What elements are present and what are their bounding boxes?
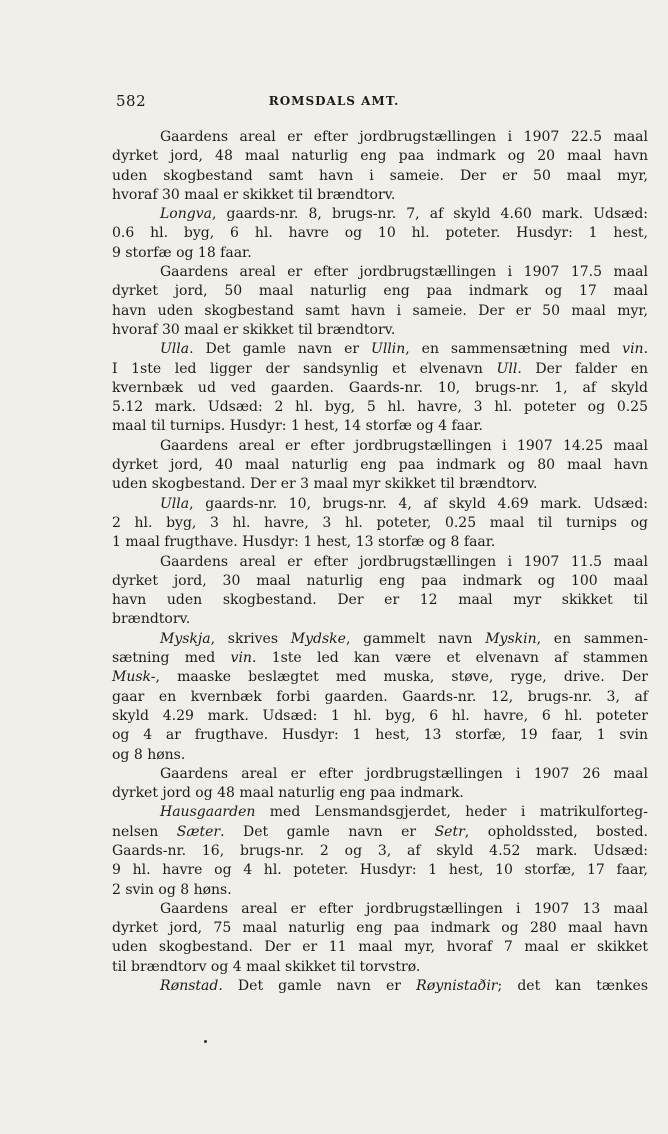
print-speck	[204, 1040, 207, 1043]
text-line	[112, 881, 648, 900]
text-line	[112, 533, 648, 552]
text-line	[112, 803, 648, 822]
italic-term: Røynistaðir	[416, 978, 498, 995]
italic-term: Ulla	[160, 495, 190, 512]
text-run: og 4 ar frugthave. Husdyr: 1 hest, 13 storfæ, 19 faar, 1 svin	[112, 727, 648, 744]
text-run: Gaardens areal er efter jordbrugstællingen i 1907 26 maal	[160, 765, 648, 782]
text-line	[112, 746, 648, 765]
text-run: 2 svin og 8 høns.	[112, 881, 232, 898]
italic-term: Ull	[496, 360, 518, 377]
italic-term: Ulla	[160, 341, 190, 358]
text-line	[112, 244, 648, 263]
text-run: 2 hl. byg, 3 hl. havre, 3 hl. poteter, 0.25 maal til turnips og	[112, 514, 648, 531]
italic-term: Myskja	[160, 630, 211, 647]
text-run: Gaardens areal er efter jordbrugstællingen i 1907 14.25 maal	[160, 437, 648, 454]
text-line	[112, 938, 648, 957]
text-line	[112, 591, 648, 610]
italic-term: Ullin	[371, 341, 406, 358]
body-text	[112, 128, 648, 996]
text-line	[112, 861, 648, 880]
text-run: havn uden skogbestand samt havn i sameie. Der er 50 maal myr,	[112, 302, 648, 319]
italic-term: Hausgaarden	[160, 804, 256, 821]
text-run: .	[643, 341, 649, 358]
page-number: 582	[116, 92, 147, 110]
text-line	[112, 475, 648, 494]
text-line	[112, 688, 648, 707]
text-run: . Det gamle navn er	[189, 341, 372, 358]
italic-term: Setr	[434, 823, 465, 840]
text-run: . 1ste led kan være et elvenavn af stammen	[251, 650, 648, 667]
text-run: . Der falder en	[517, 360, 649, 377]
text-line	[112, 977, 648, 996]
page-header	[0, 92, 668, 112]
text-run: hvoraf 30 maal er skikket til brændtorv.	[112, 186, 396, 203]
text-line	[112, 456, 648, 475]
text-line	[112, 610, 648, 629]
text-line	[112, 726, 648, 745]
text-run: , maaske beslægtet med muska, støve, ryge, drive. Der	[155, 669, 648, 686]
text-run: dyrket jord, 75 maal naturlig eng paa indmark og 280 maal havn	[112, 920, 648, 937]
text-run: 9 storfæ og 18 faar.	[112, 244, 252, 261]
text-run: dyrket jord, 30 maal naturlig eng paa indmark og 100 maal	[112, 572, 648, 589]
text-line	[112, 784, 648, 803]
text-line	[112, 360, 648, 379]
text-run: Gaardens areal er efter jordbrugstællingen i 1907 22.5 maal	[160, 129, 648, 145]
text-line	[112, 398, 648, 417]
text-line	[112, 630, 648, 649]
text-line	[112, 147, 648, 166]
text-line	[112, 437, 648, 456]
text-run: dyrket jord, 48 maal naturlig eng paa indmark og 20 maal havn	[112, 148, 648, 165]
italic-term: Myskin	[485, 630, 537, 647]
text-run: Gaardens areal er efter jordbrugstællingen i 1907 11.5 maal	[160, 553, 648, 570]
text-run: og 8 høns.	[112, 746, 186, 763]
text-line	[112, 919, 648, 938]
text-run: havn uden skogbestand. Der er 12 maal myr skikket til	[112, 592, 648, 609]
text-run: , opholdssted, bosted.	[464, 823, 649, 840]
text-run: gaar en kvernbæk forbi gaarden. Gaards-nr. 12, brugs-nr. 3, af	[112, 688, 648, 705]
text-line	[112, 765, 648, 784]
italic-term: Sæter	[176, 823, 221, 840]
running-title: ROMSDALS AMT.	[268, 94, 400, 108]
text-line	[112, 958, 648, 977]
text-run: 9 hl. havre og 4 hl. poteter. Husdyr: 1 hest, 10 storfæ, 17 faar,	[112, 862, 648, 879]
text-run: 0.6 hl. byg, 6 hl. havre og 10 hl. poteter. Husdyr: 1 hest,	[112, 225, 648, 242]
text-run: Gaards-nr. 16, brugs-nr. 2 og 3, af skyld 4.52 mark. Udsæd:	[112, 842, 648, 859]
text-run: 1 maal frugthave. Husdyr: 1 hest, 13 storfæ og 8 faar.	[112, 534, 496, 551]
text-run: dyrket jord, 50 maal naturlig eng paa indmark og 17 maal	[112, 283, 648, 300]
text-line	[112, 263, 648, 282]
text-line	[112, 553, 648, 572]
text-run: med Lensmandsgjerdet, heder i matrikulforteg-	[255, 804, 648, 821]
text-line	[112, 282, 648, 301]
text-line	[112, 379, 648, 398]
text-run: dyrket jord og 48 maal naturlig eng paa indmark.	[112, 785, 464, 802]
text-line	[112, 321, 648, 340]
text-run: uden skogbestand. Der er 3 maal myr skikket til brændtorv.	[112, 476, 538, 493]
text-run: hvoraf 30 maal er skikket til brændtorv.	[112, 321, 396, 338]
text-run: skyld 4.29 mark. Udsæd: 1 hl. byg, 6 hl. havre, 6 hl. poteter	[112, 707, 648, 724]
text-line	[112, 572, 648, 591]
text-run: sætning med	[112, 650, 231, 667]
text-run: , gaards-nr. 8, brugs-nr. 7, af skyld 4.60 mark. Udsæd:	[211, 206, 648, 223]
text-run: kvernbæk ud ved gaarden. Gaards-nr. 10, brugs-nr. 1, af skyld	[112, 379, 648, 396]
text-run: . Det gamle navn er	[218, 978, 417, 995]
text-run: maal til turnips. Husdyr: 1 hest, 14 storfæ og 4 faar.	[112, 418, 483, 435]
text-line	[112, 186, 648, 205]
text-line	[112, 302, 648, 321]
text-run: Gaardens areal er efter jordbrugstællingen i 1907 17.5 maal	[160, 264, 648, 281]
italic-term: Mydske	[290, 630, 346, 647]
italic-term: Longva	[160, 206, 212, 223]
text-line	[112, 514, 648, 533]
text-run: til brændtorv og 4 maal skikket til torvstrø.	[112, 958, 421, 975]
text-line	[112, 707, 648, 726]
text-run: , skrives	[210, 630, 291, 647]
text-run: brændtorv.	[112, 611, 191, 628]
text-line	[112, 205, 648, 224]
text-line	[112, 842, 648, 861]
text-run: 5.12 mark. Udsæd: 2 hl. byg, 5 hl. havre, 3 hl. poteter og 0.25	[112, 399, 648, 416]
italic-term: vin	[230, 650, 252, 667]
italic-term: Rønstad	[160, 978, 219, 995]
text-line	[112, 224, 648, 243]
italic-term: vin	[622, 341, 644, 358]
text-run: nelsen	[112, 823, 177, 840]
text-run: . Det gamle navn er	[220, 823, 435, 840]
text-line	[112, 167, 648, 186]
text-run: ; det kan tænkes	[497, 978, 649, 995]
text-run: Gaardens areal er efter jordbrugstællingen i 1907 13 maal	[160, 900, 648, 917]
text-run: I 1ste led ligger der sandsynlig et elvenavn	[112, 360, 497, 377]
text-run: uden skogbestand samt havn i sameie. Der er 50 maal myr,	[112, 167, 648, 184]
text-line	[112, 900, 648, 919]
text-line	[112, 495, 648, 514]
text-run: , gammelt navn	[345, 630, 486, 647]
text-run: uden skogbestand. Der er 11 maal myr, hvoraf 7 maal er skikket	[112, 939, 648, 956]
text-line	[112, 417, 648, 436]
text-line	[112, 649, 648, 668]
text-run: dyrket jord, 40 maal naturlig eng paa indmark og 80 maal havn	[112, 457, 648, 474]
text-run: , gaards-nr. 10, brugs-nr. 4, af skyld 4.69 mark. Udsæd:	[189, 495, 648, 512]
italic-term: Musk-	[112, 669, 156, 686]
text-run: , en sammen-	[536, 630, 648, 647]
text-line	[112, 340, 648, 359]
text-line	[112, 668, 648, 687]
text-line	[112, 128, 648, 147]
text-line	[112, 823, 648, 842]
text-run: , en sammensætning med	[405, 341, 623, 358]
